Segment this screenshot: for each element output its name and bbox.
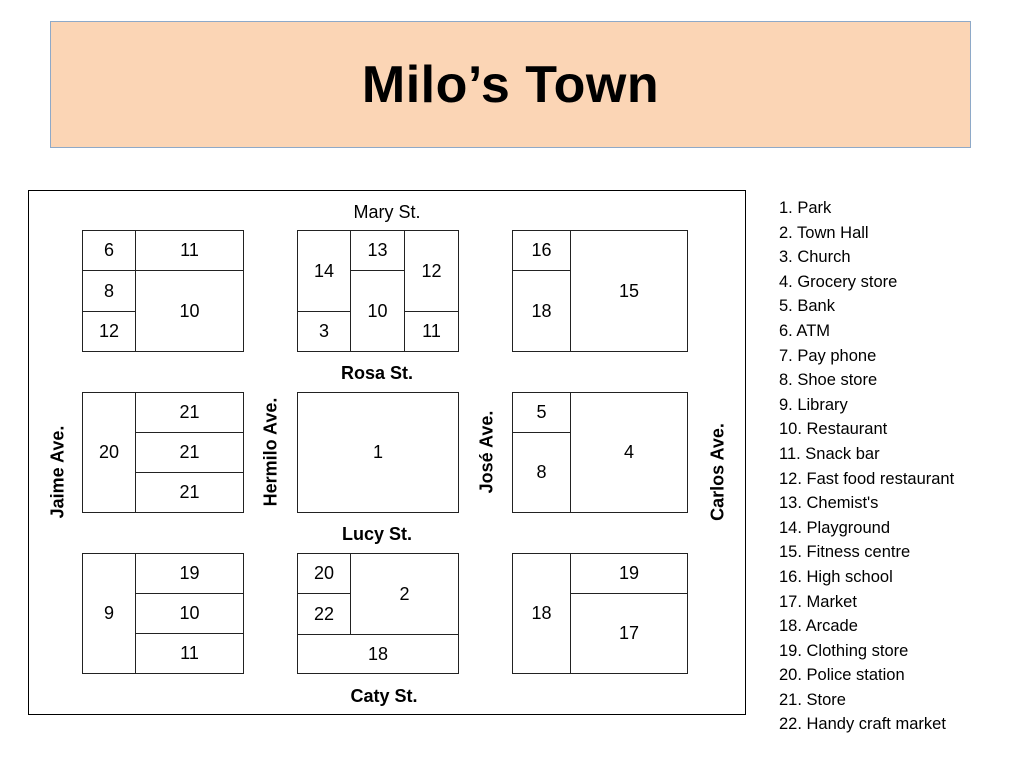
page-title: Milo’s Town [361,55,660,114]
legend-item: 7. Pay phone [779,346,877,365]
legend-item: 12. Fast food restaurant [779,469,955,488]
legend-item: 2. Town Hall [779,223,869,242]
block-cell: 10 [135,593,244,634]
block-cell: 20 [297,553,351,594]
legend-item: 15. Fitness centre [779,543,911,562]
block-cell: 21 [135,472,244,513]
block-cell: 22 [297,593,351,635]
legend-item: 17. Market [779,592,857,611]
block-cell: 21 [135,392,244,433]
block-cell: 8 [512,432,571,513]
block-cell: 18 [512,270,571,352]
block-cell: 12 [404,230,459,312]
legend-item: 3. Church [779,248,851,267]
legend-item: 14. Playground [779,518,890,537]
street-jaime: Jaime Ave. [47,425,68,519]
legend-item: 6. ATM [779,321,831,340]
block-cell: 19 [570,553,688,594]
street-caty: Caty St. [350,686,418,706]
legend-item: 18. Arcade [779,617,858,636]
block-cell: 16 [512,230,571,271]
street-lucy: Lucy St. [341,524,413,544]
street-rosa: Rosa St. [340,363,414,383]
block-cell: 2 [350,553,459,635]
legend-item: 4. Grocery store [779,272,898,291]
block-cell: 10 [350,270,405,352]
block-cell: 11 [135,633,244,674]
block-cell: 19 [135,553,244,594]
block-cell: 20 [82,392,136,513]
block-cell: 14 [297,230,351,312]
legend-item: 20. Police station [779,666,905,685]
street-jose: José Ave. [476,410,497,494]
legend-item: 10. Restaurant [779,420,888,439]
legend-item: 9. Library [779,395,848,414]
block-cell: 18 [297,634,459,674]
street-mary: Mary St. [353,202,421,222]
legend-item: 19. Clothing store [779,641,909,660]
block-cell: 13 [350,230,405,271]
block-cell: 11 [135,230,244,271]
block-cell: 18 [512,553,571,674]
legend-item: 5. Bank [779,297,835,316]
legend-item: 21. Store [779,690,846,709]
legend-item: 8. Shoe store [779,371,878,390]
street-carlos: Carlos Ave. [707,423,728,521]
block-cell: 15 [570,230,688,352]
legend-item: 13. Chemist's [779,494,879,513]
street-hermilo: Hermilo Ave. [260,397,281,507]
legend-item: 22. Handy craft market [779,715,946,734]
block-cell: 17 [570,593,688,674]
title-banner [50,21,971,148]
block-cell: 12 [82,311,136,352]
block-cell: 10 [135,270,244,352]
block-cell: 5 [512,392,571,433]
legend-list [779,196,954,737]
block-cell: 1 [297,392,459,513]
legend-item: 1. Park [779,199,832,217]
legend-item: 11. Snack bar [779,444,880,463]
block-cell: 3 [297,311,351,352]
legend-item: 16. High school [779,567,893,586]
block-cell: 6 [82,230,136,271]
block-cell: 21 [135,432,244,473]
block-cell: 4 [570,392,688,513]
block-cell: 9 [82,553,136,674]
block-cell: 11 [404,311,459,352]
block-cell: 8 [82,270,136,312]
